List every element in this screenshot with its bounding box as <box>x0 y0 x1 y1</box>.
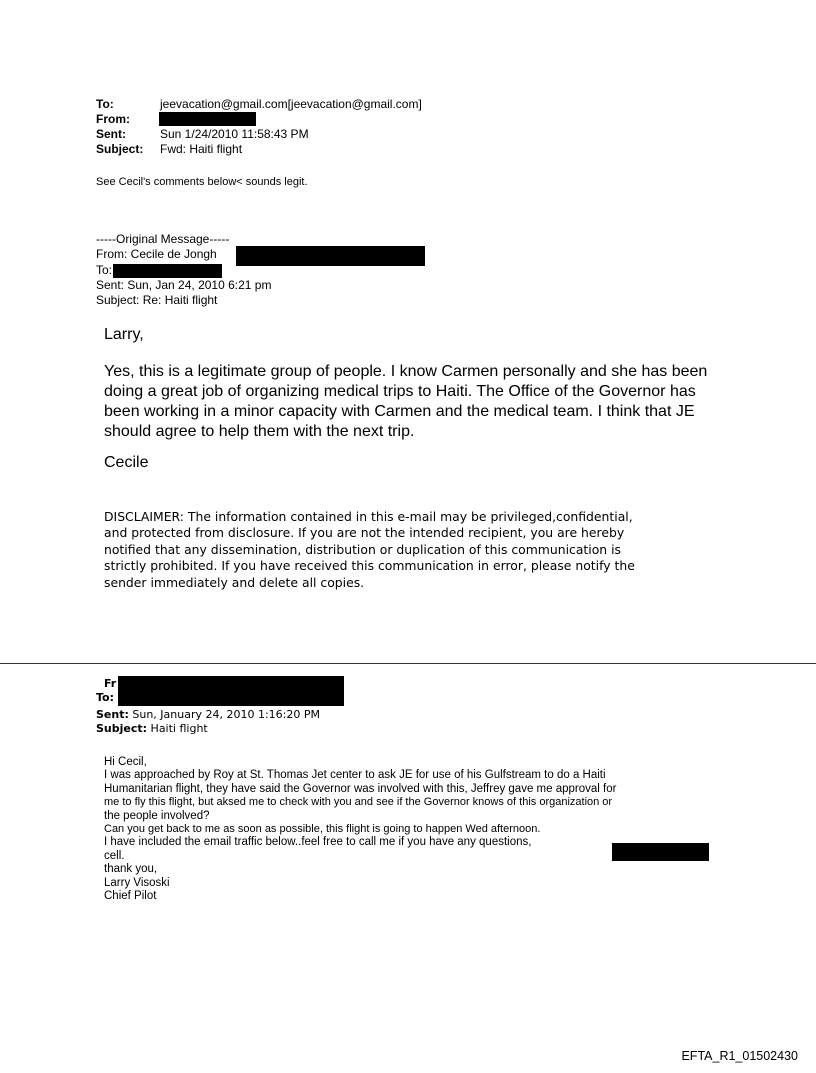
from-label: From: <box>96 112 130 126</box>
fwd-sent-value: Sun, January 24, 2010 1:16:20 PM <box>128 708 320 721</box>
fwd-subject <box>96 722 208 736</box>
larry-greeting: Hi Cecil, <box>104 756 147 768</box>
larry-line: Can you get back to me as soon as possible, this flight is going to happen Wed afternoon. <box>104 823 541 836</box>
header-sent <box>96 127 309 141</box>
original-subject: Subject: Re: Haiti flight <box>96 293 218 307</box>
header-to <box>96 97 422 111</box>
document-id: EFTA_R1_01502430 <box>681 1049 798 1063</box>
fwd-from <box>104 677 116 691</box>
fwd-from-label: Fr <box>104 677 117 690</box>
to-label: To: <box>96 97 114 111</box>
larry-line: thank you, <box>104 863 158 876</box>
larry-line: me to fly this flight, but aksed me to check with you and see if the Governor knows of this organization or <box>104 796 613 809</box>
redaction-box <box>236 246 425 266</box>
larry-signature-name: Larry Visoski <box>104 876 170 889</box>
to-value[interactable]: jeevacation@gmail.com[jeevacation@gmail.com] <box>160 97 422 111</box>
larry-signature-title: Chief Pilot <box>104 890 157 903</box>
subject-label: Subject: <box>96 142 144 156</box>
original-to: To: <box>96 263 113 277</box>
redaction-box <box>612 843 709 861</box>
larry-message <box>104 756 724 903</box>
larry-line: I have included the email traffic below..feel free to call me if you have any questions, <box>104 836 532 849</box>
fwd-sent-label: Sent: <box>96 708 129 721</box>
larry-line: Humanitarian flight, they have said the Governor was involved with this, Jeffrey gave me approval for <box>104 782 617 795</box>
larry-line: cell. <box>104 849 125 862</box>
fwd-to <box>96 691 114 705</box>
divider-line <box>0 663 816 664</box>
fwd-subject-value: Haiti flight <box>147 722 208 735</box>
cecile-signoff: Cecile <box>104 454 149 471</box>
sent-label: Sent: <box>96 127 126 141</box>
redaction-box <box>113 264 222 278</box>
header-subject <box>96 142 242 156</box>
redaction-box <box>118 676 344 706</box>
header-from <box>96 112 160 126</box>
forward-note: See Cecil's comments below< sounds legit. <box>96 176 308 188</box>
original-sent: Sent: Sun, Jan 24, 2010 6:21 pm <box>96 278 272 292</box>
fwd-subject-label: Subject: <box>96 722 148 735</box>
redaction-box <box>159 112 256 126</box>
fwd-sent <box>96 708 320 722</box>
cecile-greeting: Larry, <box>104 326 144 343</box>
cecile-body: Yes, this is a legitimate group of people. I know Carmen personally and she has been doing a great job of organizing medical trips to Haiti. The Office of the Governor has been working in a minor capacity with Carmen and the medical team. I think that JE should agree to help them with the next trip. <box>104 363 708 440</box>
larry-line: I was approached by Roy at St. Thomas Jet center to ask JE for use of his Gulfstream to do a Haiti <box>104 769 606 782</box>
disclaimer: DISCLAIMER: The information contained in this e-mail may be privileged,confidential, and protected from disclosure. If you are not the intended recipient, you are hereby notified that any dissemination, distribution or duplication of this communication is strictly prohibited. If you have received this communication in error, please notify the sender immediately and delete all copies. <box>104 509 635 590</box>
original-message-divider: -----Original Message----- <box>96 232 230 246</box>
larry-line: the people involved? <box>104 809 210 822</box>
original-from: From: Cecile de Jongh <box>96 247 217 261</box>
fwd-to-label: To: <box>96 691 114 704</box>
sent-value: Sun 1/24/2010 11:58:43 PM <box>160 127 309 141</box>
subject-value: Fwd: Haiti flight <box>160 142 243 156</box>
